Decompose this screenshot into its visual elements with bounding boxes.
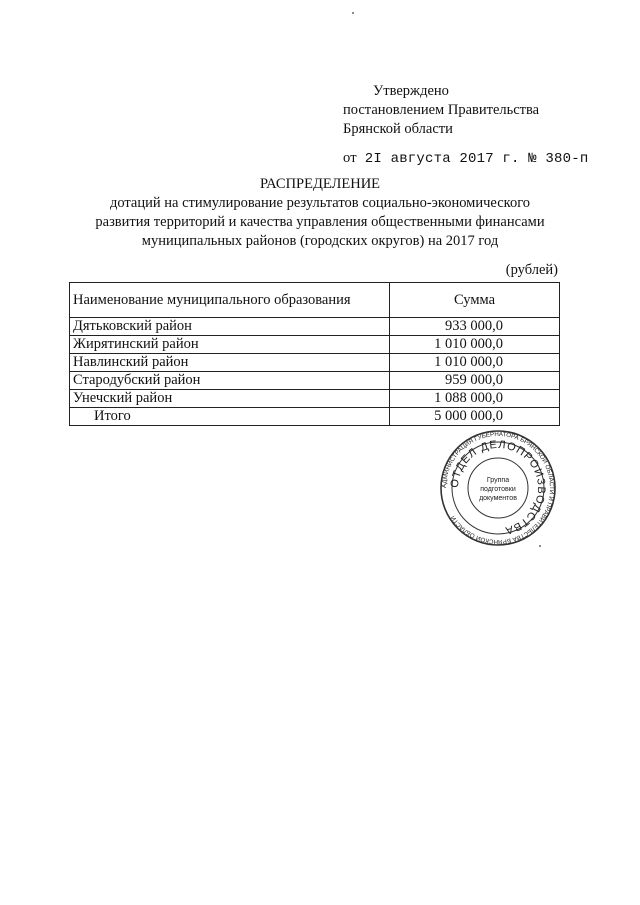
stamp-outer-text: АДМИНИСТРАЦИЯ ГУБЕРНАТОРА БРЯНСКОЙ ОБЛАСТИ И ПРАВИТЕЛЬСТВА БРЯНСКОЙ ОБЛАСТИ bbox=[440, 430, 556, 546]
approval-line-2: постановлением Правительства bbox=[343, 102, 540, 118]
row-name: Навлинский район bbox=[70, 354, 390, 372]
total-name: Итого bbox=[70, 408, 390, 426]
approval-date bbox=[343, 149, 588, 169]
title-line-1: дотаций на стимулирование результатов социально-экономического bbox=[109, 195, 531, 211]
approval-date-prefix: от bbox=[343, 150, 357, 166]
table-row bbox=[70, 354, 560, 372]
title-line-2: развития территорий и качества управления общественными финансами bbox=[95, 214, 545, 230]
title-line-3: муниципальных районов (городских округов) на 2017 год bbox=[141, 233, 499, 249]
distribution-table bbox=[69, 282, 560, 426]
title-heading: РАСПРЕДЕЛЕНИЕ bbox=[259, 176, 381, 192]
stamp-center-line-3: документов bbox=[479, 495, 517, 502]
row-sum: 959 000,0 bbox=[390, 372, 560, 390]
scan-speck bbox=[539, 545, 541, 547]
row-name: Жирятинский район bbox=[70, 336, 390, 354]
table-row bbox=[70, 336, 560, 354]
table-row bbox=[70, 318, 560, 336]
approval-date-value: 2I августа 2017 г. № 380-п bbox=[364, 151, 589, 167]
row-sum: 1 010 000,0 bbox=[390, 354, 560, 372]
row-sum: 1 010 000,0 bbox=[390, 336, 560, 354]
document-title bbox=[60, 175, 580, 251]
row-sum: 933 000,0 bbox=[390, 318, 560, 336]
table-header-row bbox=[70, 283, 560, 318]
table-row bbox=[70, 390, 560, 408]
stamp-center-line-2: подготовки bbox=[480, 486, 516, 493]
header-sum: Сумма bbox=[390, 283, 560, 318]
table-row bbox=[70, 372, 560, 390]
table-total-row bbox=[70, 408, 560, 426]
approval-line-1: Утверждено bbox=[373, 83, 449, 99]
stamp-center-line-1: Группа bbox=[486, 477, 510, 484]
approval-line-3: Брянской области bbox=[343, 121, 453, 137]
scan-speck bbox=[352, 12, 354, 14]
row-name: Стародубский район bbox=[70, 372, 390, 390]
unit-label: (рублей) bbox=[505, 262, 558, 278]
row-sum: 1 088 000,0 bbox=[390, 390, 560, 408]
approval-block bbox=[343, 82, 588, 169]
header-name: Наименование муниципального образования bbox=[70, 283, 390, 318]
row-name: Унечский район bbox=[70, 390, 390, 408]
stamp-middle-text: ОТДЕЛ ДЕЛОПРОИЗВОДСТВА bbox=[448, 438, 548, 537]
office-stamp bbox=[440, 430, 556, 546]
row-name: Дятьковский район bbox=[70, 318, 390, 336]
total-sum: 5 000 000,0 bbox=[390, 408, 560, 426]
